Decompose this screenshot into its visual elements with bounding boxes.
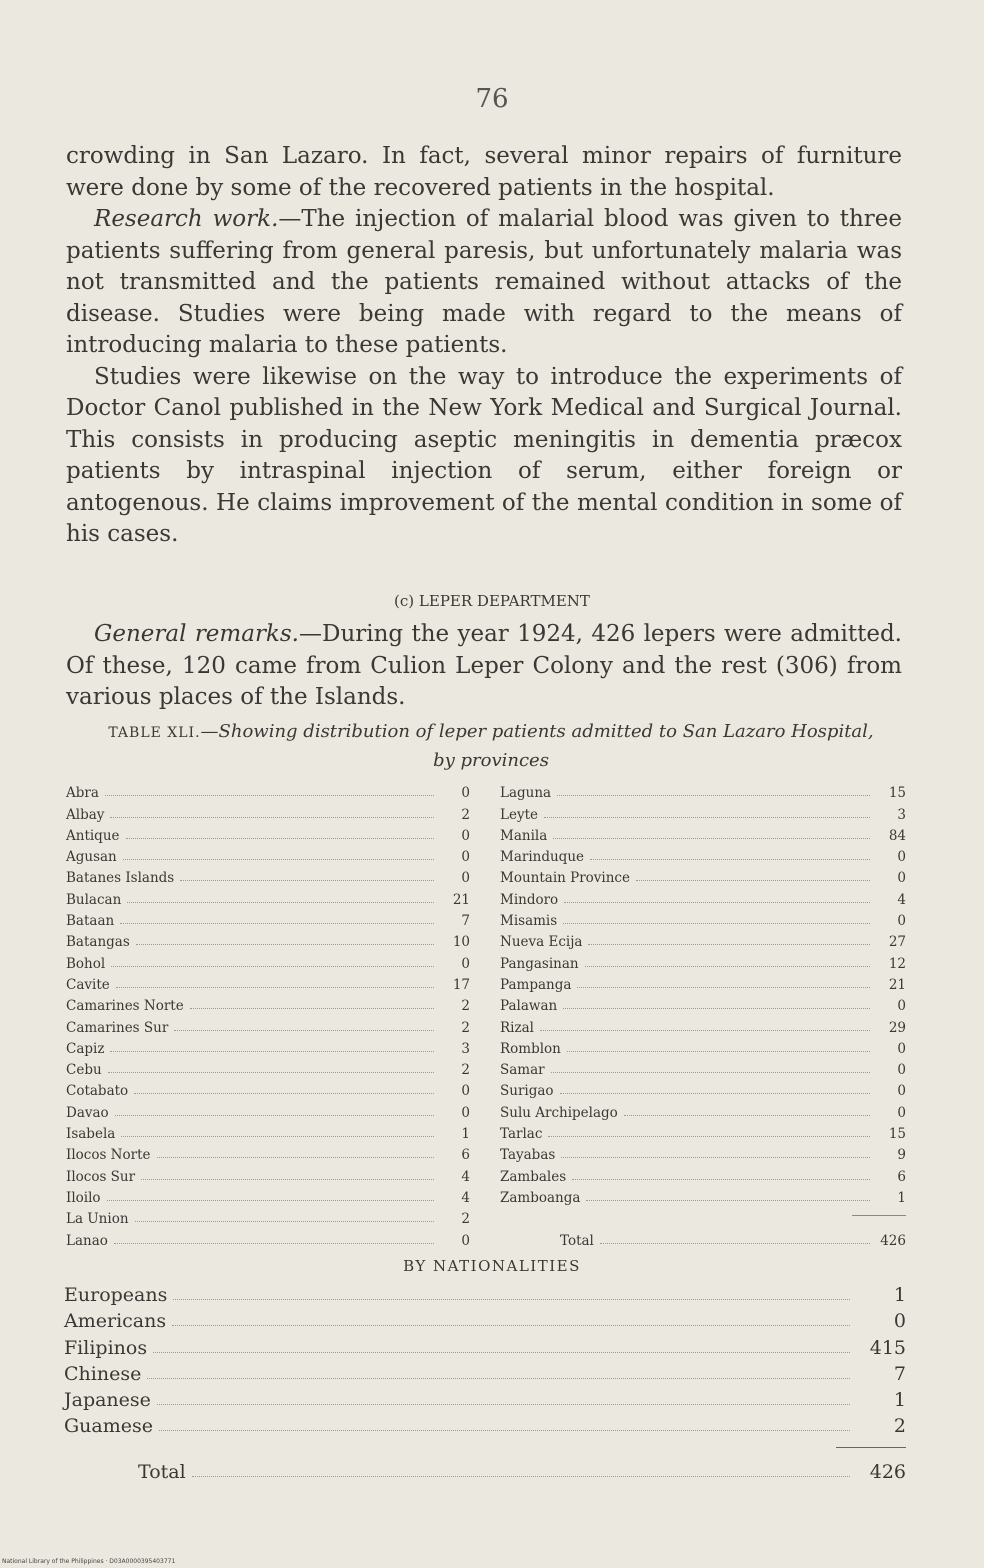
province-row-value: 0 (897, 1104, 906, 1121)
province-row-name: Cebu (66, 1062, 102, 1079)
body-text-2 (66, 619, 902, 714)
province-row (500, 950, 906, 971)
nationality-row-name: Americans (64, 1310, 167, 1333)
province-row-value: 2 (461, 806, 470, 823)
paragraph-4 (66, 619, 902, 714)
province-row-value: 21 (888, 976, 906, 993)
province-row (66, 972, 470, 993)
province-row-name: Cavite (66, 976, 110, 993)
province-row-name: Davao (66, 1104, 109, 1121)
nationalities-total-row (138, 1461, 906, 1483)
leader-dots (172, 1324, 850, 1326)
province-row (500, 1014, 906, 1035)
leader-dots (134, 1092, 434, 1094)
leader-dots (116, 986, 434, 988)
leader-dots (551, 1071, 870, 1073)
leader-dots (544, 816, 870, 818)
province-row-value: 12 (888, 955, 906, 972)
leader-dots (567, 1050, 870, 1052)
province-total-row (500, 1227, 906, 1248)
nationalities-table (64, 1280, 906, 1437)
nationalities-title: BY NATIONALITIES (403, 1257, 581, 1275)
province-row-name: Capiz (66, 1040, 105, 1057)
province-row-name: Samar (500, 1062, 545, 1079)
province-row (66, 950, 470, 971)
nationalities-total-value: 426 (869, 1461, 906, 1483)
province-row-value: 2 (461, 1062, 470, 1079)
province-row (66, 844, 470, 865)
province-row-name: Batangas (66, 934, 130, 951)
province-row-name: Palawan (500, 998, 558, 1015)
province-row (500, 1142, 906, 1163)
province-row-name: Surigao (500, 1083, 554, 1100)
province-row-name: Nueva Ecija (500, 934, 583, 951)
province-row (500, 908, 906, 929)
province-row-value: 0 (461, 870, 470, 887)
province-row (66, 929, 470, 950)
province-row-name: Agusan (66, 849, 117, 866)
province-row-name: Leyte (500, 806, 538, 823)
leader-dots (553, 837, 870, 839)
body-text (66, 141, 902, 551)
leader-dots (564, 901, 870, 903)
province-row (66, 865, 470, 886)
province-row-name: Misamis (500, 913, 558, 930)
province-row-value: 0 (461, 827, 470, 844)
province-row-value: 0 (897, 1040, 906, 1057)
province-row (66, 1078, 470, 1099)
leader-dots (192, 1475, 850, 1477)
leader-dots (624, 1114, 870, 1116)
leader-dots (588, 943, 870, 945)
leader-dots (123, 858, 434, 860)
province-row-value: 1 (461, 1126, 470, 1143)
province-row-name: Mindoro (500, 891, 559, 908)
province-row-name: Abra (66, 785, 99, 802)
province-row-name: Bataan (66, 913, 115, 930)
nationality-row-value: 1 (893, 1388, 906, 1411)
nationality-row-value: 0 (893, 1310, 906, 1333)
province-row (66, 1036, 470, 1057)
leader-dots (561, 1156, 870, 1158)
leader-dots (585, 965, 870, 967)
province-row (500, 844, 906, 865)
province-row (500, 1036, 906, 1057)
province-row (66, 1057, 470, 1078)
leader-dots (141, 1178, 434, 1180)
province-row-value: 0 (461, 955, 470, 972)
leader-dots (111, 965, 434, 967)
leader-dots (126, 837, 434, 839)
province-row-name: Isabela (66, 1126, 116, 1143)
leader-dots (121, 1135, 434, 1137)
province-row-value: 29 (888, 1019, 906, 1036)
province-row-name: Tarlac (500, 1126, 543, 1143)
province-row (66, 780, 470, 801)
province-row (500, 929, 906, 950)
paragraph-1: crowding in San Lazaro. In fact, several minor repairs of furniture were done by some of the recovered patients in the hospital. (66, 143, 902, 201)
leader-dots (157, 1403, 850, 1405)
province-row (66, 1227, 470, 1248)
nationality-row-name: Japanese (64, 1388, 151, 1411)
province-row-value: 0 (897, 1083, 906, 1100)
nationalities-total-label: Total (138, 1461, 186, 1483)
province-row (500, 1057, 906, 1078)
province-row-value: 0 (461, 1232, 470, 1249)
province-row (66, 908, 470, 929)
paragraph-2 (66, 204, 902, 362)
province-row-name: Manila (500, 827, 548, 844)
province-table-right (500, 780, 906, 1249)
leader-dots (110, 1050, 434, 1052)
province-row-name: Ilocos Norte (66, 1147, 151, 1164)
paragraph-2-text: —The injection of malarial blood was given to three patients suffering from general paresis, but unfortunately malaria was not transmitted and the patients remained without attacks of the disease. Studies were being made with regard to the means of introducing malaria to these patients. (66, 206, 902, 358)
province-row-name: Zambales (500, 1168, 567, 1185)
province-row-value: 0 (897, 849, 906, 866)
footer-credit: National Library of the Philippines · D03A0000395403771 (2, 1558, 176, 1565)
leader-dots (159, 1429, 850, 1431)
section-title: (c) LEPER DEPARTMENT (394, 592, 590, 610)
province-row (66, 1142, 470, 1163)
leader-dots (557, 794, 870, 796)
province-row (500, 972, 906, 993)
province-row (66, 1206, 470, 1227)
nationality-row (64, 1385, 906, 1411)
province-row-value: 0 (897, 998, 906, 1015)
leader-dots (174, 1029, 434, 1031)
province-row-value: 6 (461, 1147, 470, 1164)
province-row-value: 0 (897, 913, 906, 930)
province-row-name: Romblon (500, 1040, 561, 1057)
province-row (500, 823, 906, 844)
province-row-name: Sulu Archipelago (500, 1104, 618, 1121)
paragraph-4-lead: General remarks. (94, 621, 299, 647)
paragraph-3: Studies were likewise on the way to introduce the experiments of Doctor Canol published in the New York Medical and Surgical Journal. This consists in producing aseptic meningitis in dementia præcox patients by intraspinal injection of serum, either foreign or antogenous. He claims improvement of the mental condition in some of his cases. (66, 363, 902, 547)
province-row (500, 780, 906, 801)
province-row-value: 17 (452, 976, 470, 993)
province-row (66, 993, 470, 1014)
province-row (500, 1185, 906, 1206)
province-row-name: Tayabas (500, 1147, 556, 1164)
province-row-value: 1 (897, 1189, 906, 1206)
table-label: TABLE XLI. (108, 725, 201, 741)
leader-dots (572, 1178, 870, 1180)
province-row-value: 0 (897, 1062, 906, 1079)
nationality-row (64, 1359, 906, 1385)
province-row (66, 1121, 470, 1142)
nationality-row-name: Europeans (64, 1284, 168, 1307)
province-row (500, 1078, 906, 1099)
nationality-row (64, 1332, 906, 1358)
province-row (500, 801, 906, 822)
province-row-name: Cotabato (66, 1083, 129, 1100)
paragraph-4-text: —During the year 1924, 426 lepers were admitted. Of these, 120 came from Culion Leper Colony and the rest (306) from various places of the Islands. (66, 621, 902, 710)
sum-rule (852, 1215, 906, 1216)
province-row-name: Zamboanga (500, 1189, 581, 1206)
leader-dots (115, 1114, 434, 1116)
province-row-value: 15 (888, 1126, 906, 1143)
province-row (66, 823, 470, 844)
table-caption (96, 718, 886, 774)
province-row-value: 3 (897, 806, 906, 823)
table-caption-text: —Showing distribution of leper patients admitted to San Lazaro Hospital, by provinces (200, 721, 874, 771)
leader-dots (114, 1242, 434, 1244)
nationality-row (64, 1411, 906, 1437)
province-row-name: Bohol (66, 955, 106, 972)
province-row-value: 0 (461, 1083, 470, 1100)
province-row-value: 2 (461, 998, 470, 1015)
leader-dots (136, 943, 434, 945)
leader-dots (153, 1351, 850, 1353)
province-row-name: Antique (66, 827, 120, 844)
leader-dots (590, 858, 870, 860)
leader-dots (190, 1007, 434, 1009)
province-row-value: 3 (461, 1040, 470, 1057)
leader-dots (127, 901, 434, 903)
province-row-name: Albay (66, 806, 105, 823)
leader-dots (135, 1220, 434, 1222)
province-row-value: 2 (461, 1211, 470, 1228)
spacer-row (500, 1206, 906, 1227)
province-row-value: 84 (888, 827, 906, 844)
province-row (66, 1185, 470, 1206)
nationality-row-value: 415 (869, 1336, 906, 1359)
province-row-name: Pampanga (500, 976, 572, 993)
province-row-value: 10 (452, 934, 470, 951)
province-row-name: Mountain Province (500, 870, 630, 887)
leader-dots (540, 1029, 870, 1031)
leader-dots (110, 816, 434, 818)
leader-dots (548, 1135, 870, 1137)
province-row-name: Pangasinan (500, 955, 579, 972)
nationality-row-value: 2 (893, 1415, 906, 1438)
province-row-name: Lanao (66, 1232, 108, 1249)
leader-dots (107, 1199, 434, 1201)
leader-dots (157, 1156, 435, 1158)
leader-dots (147, 1377, 850, 1379)
leader-dots (563, 1007, 870, 1009)
nationality-row (64, 1306, 906, 1332)
province-row (66, 801, 470, 822)
province-row (66, 1014, 470, 1035)
province-row-value: 15 (888, 785, 906, 802)
leader-dots (105, 794, 434, 796)
province-row (500, 886, 906, 907)
province-row-value: 0 (897, 870, 906, 887)
province-row-name: Batanes Islands (66, 870, 175, 887)
province-row-name: Camarines Sur (66, 1019, 169, 1036)
leader-dots (173, 1298, 850, 1300)
page-number: 76 (475, 84, 509, 114)
leader-dots (577, 986, 870, 988)
province-table-left (66, 780, 470, 1249)
province-row (66, 886, 470, 907)
province-row-value: 4 (897, 891, 906, 908)
province-row-value: 2 (461, 1019, 470, 1036)
province-row (500, 865, 906, 886)
province-row-value: 21 (452, 891, 470, 908)
nationality-row-name: Chinese (64, 1362, 142, 1385)
paragraph-2-lead: Research work. (94, 206, 279, 232)
nationality-row (64, 1280, 906, 1306)
leader-dots (108, 1071, 434, 1073)
province-row-name: Laguna (500, 785, 552, 802)
leader-dots (586, 1199, 870, 1201)
nationality-row-value: 7 (893, 1362, 906, 1385)
province-row-name: Ilocos Sur (66, 1168, 136, 1185)
province-row-name: La Union (66, 1211, 129, 1228)
province-row (500, 1163, 906, 1184)
province-row-value: 4 (461, 1189, 470, 1206)
nationality-row-name: Filipinos (64, 1336, 148, 1359)
province-row (500, 1099, 906, 1120)
leader-dots (600, 1242, 870, 1244)
nationality-row-name: Guamese (64, 1415, 153, 1438)
nationality-row-value: 1 (893, 1284, 906, 1307)
province-row-name: Rizal (500, 1019, 534, 1036)
province-row-value: 6 (897, 1168, 906, 1185)
province-row-value: 0 (461, 785, 470, 802)
province-row-name: Iloilo (66, 1189, 101, 1206)
province-row-value: 0 (461, 1104, 470, 1121)
province-total-row-value: 426 (880, 1232, 906, 1249)
province-row-value: 4 (461, 1168, 470, 1185)
province-row (500, 993, 906, 1014)
province-total-row-name: Total (560, 1232, 594, 1249)
province-row-value: 27 (888, 934, 906, 951)
province-row-value: 7 (461, 913, 470, 930)
leader-dots (636, 879, 870, 881)
province-row-name: Camarines Norte (66, 998, 184, 1015)
nationalities-sum-rule (836, 1447, 906, 1448)
province-row (66, 1163, 470, 1184)
leader-dots (120, 922, 434, 924)
province-row-value: 9 (897, 1147, 906, 1164)
province-row-name: Marinduque (500, 849, 584, 866)
leader-dots (180, 879, 434, 881)
province-row (66, 1099, 470, 1120)
leader-dots (560, 1092, 870, 1094)
leader-dots (563, 922, 870, 924)
province-row (500, 1121, 906, 1142)
province-row-name: Bulacan (66, 891, 122, 908)
province-row-value: 0 (461, 849, 470, 866)
